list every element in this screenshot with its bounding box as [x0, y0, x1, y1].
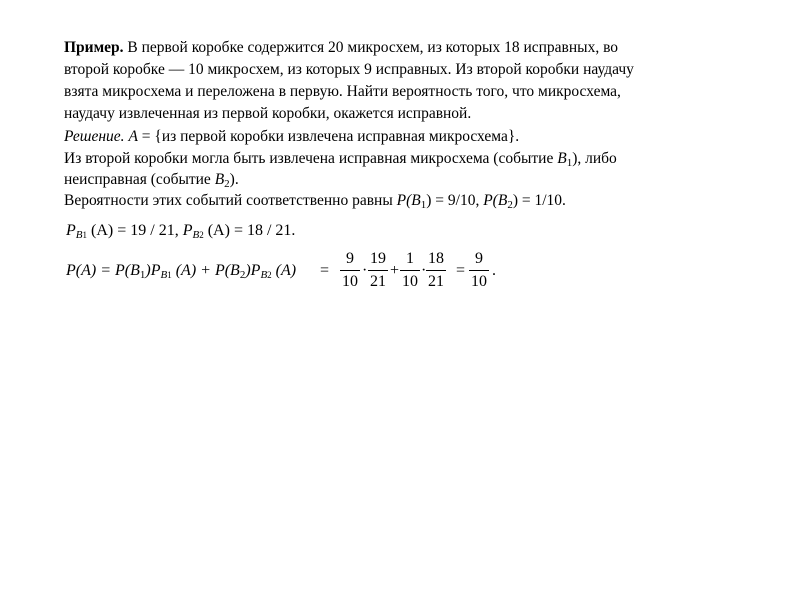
solution-line-3: [64, 170, 744, 189]
solution-line-2: [64, 149, 744, 168]
equals-sign-1: =: [320, 262, 330, 279]
conditional-probabilities-formula: [66, 222, 295, 240]
problem-line-2: второй коробке — 10 микросхем, из которых 9 исправных. Из второй коробки наудачу: [64, 61, 634, 78]
lhs-sub-b1: B: [160, 269, 168, 281]
lhs-end: (A): [275, 262, 297, 279]
pb1-subsubscript: 1: [82, 230, 88, 240]
event-b1: B: [557, 150, 567, 167]
fraction-5-numerator: 9: [475, 250, 483, 267]
pb2-subscript: B: [192, 229, 200, 241]
fraction-2-numerator: 19: [370, 250, 386, 267]
solution-text-3b: ).: [229, 171, 239, 188]
solution-line-4: [64, 191, 744, 210]
solution-line-1: [64, 127, 744, 146]
lhs-subsub-2: 2: [267, 270, 272, 280]
dot-2: ·: [421, 262, 427, 279]
fraction-3-denominator: 10: [400, 270, 420, 291]
solution-label: Решение.: [64, 128, 125, 145]
fraction-19-21: [368, 250, 388, 291]
event-b2-sub: 2: [224, 178, 230, 190]
pb1-symbol: P: [66, 222, 76, 239]
lhs-subsub-1: 1: [167, 270, 172, 280]
fraction-5-denominator: 10: [469, 270, 489, 291]
fraction-9-10: [340, 250, 360, 291]
problem-label: Пример.: [64, 39, 124, 56]
problem-line-4: наудачу извлеченная из первой коробки, окажется исправной.: [64, 105, 472, 122]
fraction-1-denominator: 10: [340, 270, 360, 291]
pb1-value: = 19 / 21,: [113, 222, 183, 239]
fraction-4-denominator: 21: [426, 270, 446, 291]
pb1-argument: (A): [91, 222, 114, 239]
lhs-mid-3: )P: [245, 262, 261, 279]
problem-line-3: взята микросхема и переложена в первую. Найти вероятность того, что микросхема,: [64, 83, 621, 100]
problem-text-1: В первой коробке содержится 20 микросхем, из которых 18 исправных, во: [123, 39, 619, 56]
prob-b1-sub: 1: [420, 199, 427, 211]
solution-text-4a: Вероятности этих событий соответственно равны: [64, 192, 397, 209]
event-b1-sub: 1: [566, 157, 573, 169]
prob-b1: P(B: [396, 192, 421, 209]
problem-line-1: [64, 38, 744, 57]
solution-text-2a: Из второй коробки могла быть извлечена исправная микросхема (событие: [64, 150, 558, 167]
prob-b2-value: ) = 1/10.: [512, 192, 566, 209]
total-prob-lhs-start: P(A) = P(B: [66, 262, 140, 279]
fraction-2-denominator: 21: [368, 270, 388, 291]
fraction-1-10: [400, 250, 420, 291]
event-a: A: [124, 128, 138, 145]
event-b2: B: [214, 171, 225, 188]
lhs-mid-1: )P: [145, 262, 161, 279]
pb2-subsubscript: 2: [199, 230, 204, 240]
pb1-subscript: B: [75, 229, 83, 241]
equals-sign-2: =: [456, 262, 466, 279]
fraction-4-numerator: 18: [428, 250, 444, 267]
fraction-result-9-10: [469, 250, 489, 291]
lhs-sub-1: 1: [139, 269, 146, 281]
prob-b2: P(B: [483, 192, 508, 209]
dot-1: ·: [362, 262, 368, 279]
prob-b2-sub: 2: [507, 199, 513, 211]
lhs-sub-2: 2: [239, 269, 246, 281]
fraction-18-21: [426, 250, 446, 291]
solution-text-3a: неисправная (событие: [64, 171, 215, 188]
pb2-value: = 18 / 21.: [229, 222, 296, 239]
solution-text-2b: ), либо: [572, 150, 617, 167]
event-definition: = {из первой коробки извлечена исправная микросхема}.: [137, 128, 520, 145]
formula-period: .: [492, 262, 496, 279]
total-probability-formula-lhs: [66, 262, 296, 280]
lhs-sub-b2: B: [260, 269, 268, 281]
prob-b1-value: ) = 9/10,: [426, 192, 484, 209]
fraction-3-numerator: 1: [406, 250, 414, 267]
fraction-1-numerator: 9: [346, 250, 354, 267]
plus-sign: +: [390, 262, 400, 279]
pb2-argument: (A): [207, 222, 230, 239]
lhs-mid-2: (A) + P(B: [175, 262, 240, 279]
pb2-symbol: P: [182, 222, 193, 239]
